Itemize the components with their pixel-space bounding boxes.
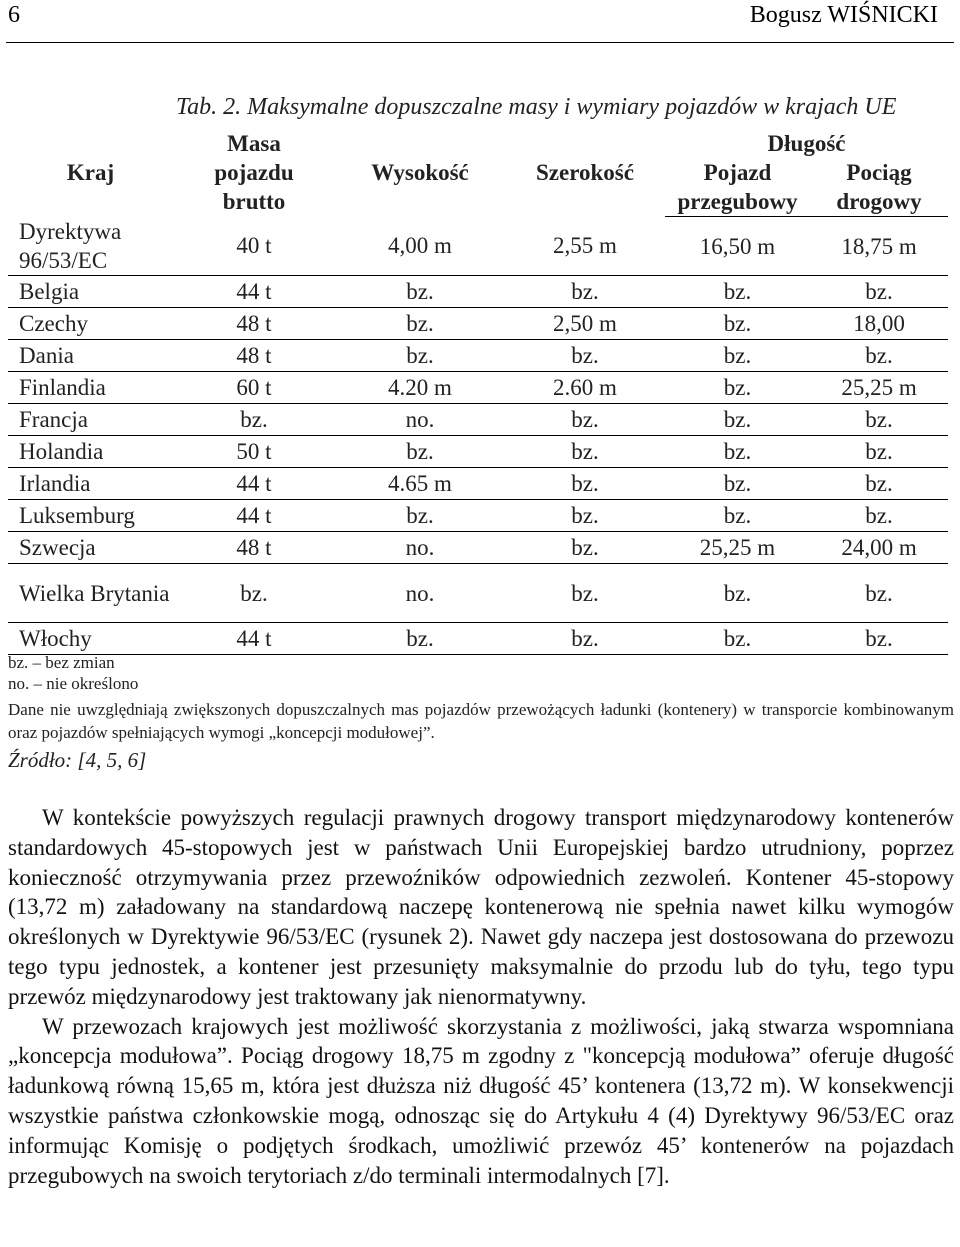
cell-height: 4.20 m <box>335 372 505 404</box>
cell-road-train: 25,25 m <box>810 372 948 404</box>
cell-articulated: bz. <box>665 372 810 404</box>
cell-country: Włochy <box>8 623 173 655</box>
cell-height: 4.65 m <box>335 468 505 500</box>
cell-height: bz. <box>335 276 505 308</box>
header-masa: Masa pojazdu brutto <box>214 130 294 214</box>
table-row <box>8 217 948 276</box>
cell-width: bz. <box>505 564 665 623</box>
paragraph: W kontekście powyższych regulacji prawnych drogowy transport międzynarodowy kontenerów standardowych 45-stopowych jest w państwach Unii Europejskiej bardzo utrudniony, poprzez konieczność otrzymywania przez przewoźników odpowiednich zezwoleń. Kontener 45-stopowy (13,72 m) załadowany na standardową naczepę kontenerową nie spełnia nawet kilku wymogów określonych w Dyrektywie 96/53/EC (rysunek 2). Nawet gdy naczepa jest dostosowana do przewozu tego typu jednostek, a kontener jest przesunięty maksymalnie do przodu lub do tyłu, tego typu przewóz międzynarodowy jest traktowany jak nienormatywny. <box>8 805 954 1009</box>
cell-articulated: bz. <box>665 276 810 308</box>
cell-country: Holandia <box>8 436 173 468</box>
cell-mass: bz. <box>173 564 335 623</box>
cell-width: bz. <box>505 468 665 500</box>
cell-width: bz. <box>505 623 665 655</box>
cell-width: bz. <box>505 532 665 564</box>
cell-articulated: bz. <box>665 436 810 468</box>
legend-no: no. – nie określono <box>8 674 139 693</box>
table-row <box>8 308 948 340</box>
cell-height: bz. <box>335 436 505 468</box>
table-row <box>8 532 948 564</box>
table-row <box>8 372 948 404</box>
cell-articulated: bz. <box>665 500 810 532</box>
cell-width: 2,50 m <box>505 308 665 340</box>
cell-height: bz. <box>335 623 505 655</box>
cell-width: bz. <box>505 404 665 436</box>
cell-height: bz. <box>335 340 505 372</box>
paragraph: W przewozach krajowych jest możliwość skorzystania z możliwości, jaką stwarza wspomniana „koncepcja modułowa”. Pociąg drogowy 18,75 m zgodny z "koncepcją modułowa” oferuje długość ładunkową równą 15,65 m, która jest dłuższa niż długość 45’ kontenera (13,72 m). W konsekwencji wszystkie państwa członkowskie mogą, odnosząc się do Artykułu 4 (4) Dyrektywy 96/53/EC oraz informując Komisję o podjętych środkach, umożliwić przewóz 45’ kontenerów na pojazdach przegubowych na swoich terytoriach z/do terminali intermodalnych [7]. <box>8 1013 954 1188</box>
cell-country: Dyrektywa 96/53/EC <box>8 217 173 276</box>
cell-country: Finlandia <box>8 372 173 404</box>
table-note: Dane nie uwzględniają zwiększonych dopuszczalnych mas pojazdów przewożących ładunki (kontenery) w transporcie kombinowanym oraz pojazdów spełniających wymogi „koncepcji modułowej”. <box>8 700 954 742</box>
cell-mass: 48 t <box>173 340 335 372</box>
table-legend <box>8 652 138 694</box>
cell-road-train: bz. <box>810 276 948 308</box>
cell-mass: 44 t <box>173 500 335 532</box>
page-header <box>8 2 938 38</box>
cell-country: Irlandia <box>8 468 173 500</box>
header-dlugosc: Długość <box>767 130 846 156</box>
cell-road-train: 18,75 m <box>810 217 948 276</box>
cell-mass: 44 t <box>173 468 335 500</box>
header-pojazd-przegubowy: Pojazd przegubowy <box>665 158 810 217</box>
table-row <box>8 468 948 500</box>
cell-articulated: bz. <box>665 564 810 623</box>
table-caption: Tab. 2. Maksymalne dopuszczalne masy i wymiary pojazdów w krajach UE <box>176 94 897 120</box>
cell-height: 4,00 m <box>335 217 505 276</box>
cell-articulated: bz. <box>665 308 810 340</box>
table-row <box>8 623 948 655</box>
cell-mass: 44 t <box>173 623 335 655</box>
cell-mass: 40 t <box>173 217 335 276</box>
cell-width: bz. <box>505 340 665 372</box>
cell-articulated: 25,25 m <box>665 532 810 564</box>
table-row <box>8 404 948 436</box>
cell-articulated: bz. <box>665 468 810 500</box>
cell-road-train: bz. <box>810 404 948 436</box>
cell-road-train: 18,00 <box>810 308 948 340</box>
cell-height: no. <box>335 532 505 564</box>
author-name: Bogusz WIŚNICKI <box>749 2 938 28</box>
cell-mass: 50 t <box>173 436 335 468</box>
table-row <box>8 564 948 623</box>
table-row <box>8 500 948 532</box>
cell-country: Dania <box>8 340 173 372</box>
table-row <box>8 340 948 372</box>
header-kraj: Kraj <box>66 159 115 185</box>
cell-articulated: bz. <box>665 404 810 436</box>
table-row <box>8 276 948 308</box>
cell-country: Szwecja <box>8 532 173 564</box>
cell-height: no. <box>335 564 505 623</box>
cell-articulated: bz. <box>665 623 810 655</box>
cell-country: Belgia <box>8 276 173 308</box>
cell-height: bz. <box>335 500 505 532</box>
cell-width: 2.60 m <box>505 372 665 404</box>
dimensions-table <box>8 128 948 655</box>
cell-country: Czechy <box>8 308 173 340</box>
cell-road-train: bz. <box>810 500 948 532</box>
cell-road-train: bz. <box>810 340 948 372</box>
cell-mass: 44 t <box>173 276 335 308</box>
header-pociag-drogowy: Pociąg drogowy <box>810 158 948 217</box>
cell-width: 2,55 m <box>505 217 665 276</box>
cell-mass: 48 t <box>173 532 335 564</box>
table-row <box>8 436 948 468</box>
cell-country: Francja <box>8 404 173 436</box>
cell-width: bz. <box>505 436 665 468</box>
body-text <box>8 803 954 1190</box>
cell-country: Luksemburg <box>8 500 173 532</box>
cell-mass: bz. <box>173 404 335 436</box>
cell-articulated: bz. <box>665 340 810 372</box>
cell-mass: 48 t <box>173 308 335 340</box>
cell-width: bz. <box>505 276 665 308</box>
page-number: 6 <box>8 2 20 28</box>
cell-articulated: 16,50 m <box>665 217 810 276</box>
cell-road-train: bz. <box>810 623 948 655</box>
table-source: Źródło: [4, 5, 6] <box>8 748 147 772</box>
cell-mass: 60 t <box>173 372 335 404</box>
cell-width: bz. <box>505 500 665 532</box>
header-divider <box>6 42 954 43</box>
header-wysokosc: Wysokość <box>371 159 469 185</box>
legend-bz: bz. – bez zmian <box>8 653 115 672</box>
cell-road-train: bz. <box>810 564 948 623</box>
header-szerokosc: Szerokość <box>536 159 634 185</box>
cell-height: no. <box>335 404 505 436</box>
table-body <box>8 217 948 655</box>
cell-road-train: bz. <box>810 468 948 500</box>
cell-country: Wielka Brytania <box>8 564 173 623</box>
cell-road-train: 24,00 m <box>810 532 948 564</box>
cell-height: bz. <box>335 308 505 340</box>
cell-road-train: bz. <box>810 436 948 468</box>
